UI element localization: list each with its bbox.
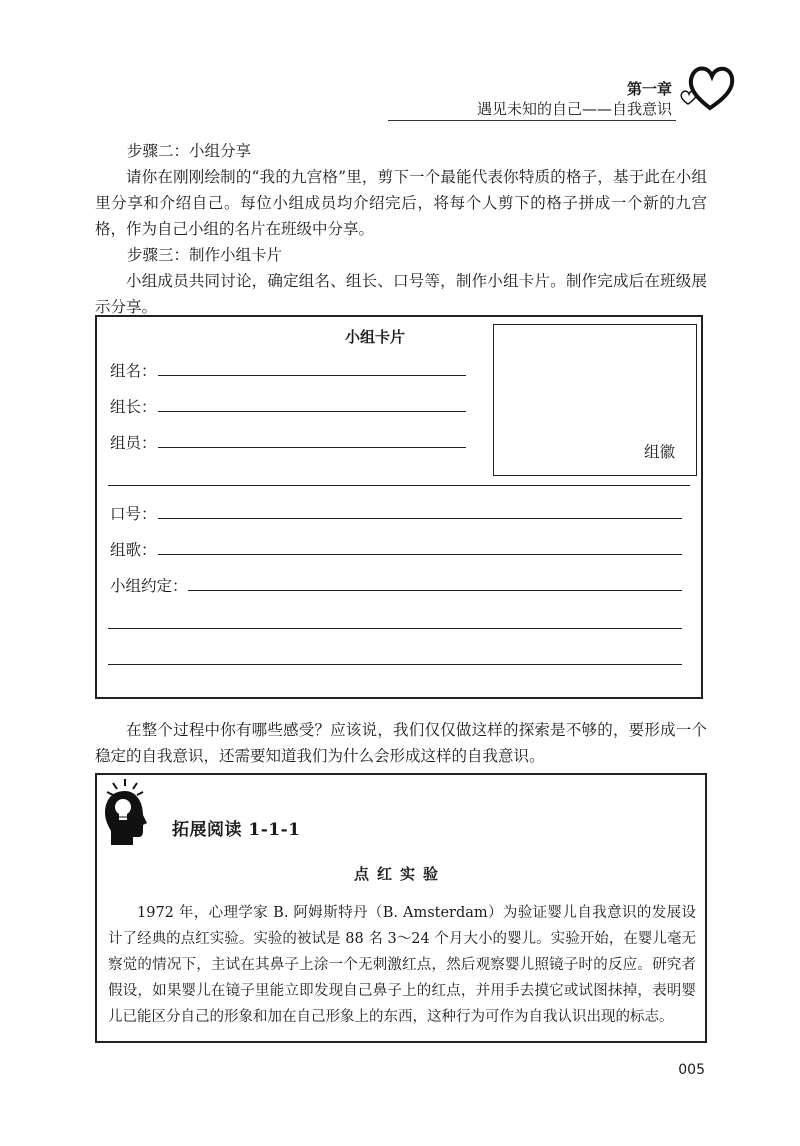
group-leader-label: 组长： [110, 398, 157, 416]
group-rules-label: 小组约定： [110, 577, 188, 595]
step2-text: 请你在刚刚绘制的“我的九宫格”里，剪下一个最能代表你特质的格子，基于此在小组里分享和介绍自己。每位小组成员均介绍完后，将每个人剪下的格子拼成一个新的九宫格，作为自己小组的名片在班级中分享。 [95, 168, 707, 238]
group-name-label: 组名： [110, 362, 157, 380]
emblem-label: 组徽 [644, 443, 676, 461]
group-card-title: 小组卡片 [344, 328, 405, 346]
extended-reading-title: 点红实验 [353, 865, 446, 883]
reflection-text: 在整个过程中你有哪些感受？应该说，我们仅仅做这样的探索是不够的，要形成一个稳定的自我意识，还需要知道我们为什么会形成这样的自我意识。 [95, 721, 707, 765]
slogan-line [158, 518, 682, 519]
extended-reading-body: 1972 年，心理学家 B. 阿姆斯特丹（B. Amsterdam）为验证婴儿自我意识的发展设计了经典的点红实验。实验的被试是 88 名 3～24 个月大小的婴儿。实验开始，在婴儿毫无察觉的情况下，主试在其鼻子上涂一个无刺激红点，然后观察婴儿照镜子时的反应。研究者假设，如果婴儿在镜子里能立即发现自己鼻子上的红点，并用手去摸它或试图抹掉，表明婴儿已能区分自己的形象和加在自己形象上的东西，这种行为可作为自我认识出现的标志。 [108, 905, 696, 1025]
group-leader-line [158, 411, 466, 412]
blank-line-1 [108, 628, 682, 629]
group-members-line [158, 447, 466, 448]
blank-line-2 [108, 664, 682, 665]
group-members-label: 组员： [110, 434, 157, 452]
chapter-title: 遇见未知的自己——自我意识 [476, 100, 672, 118]
group-rules-line [188, 590, 682, 591]
step2-title: 步骤二：小组分享 [127, 142, 252, 160]
chapter-label: 第一章 [626, 80, 672, 98]
slogan-label: 口号： [110, 505, 157, 523]
step3-text: 小组成员共同讨论，确定组名、组长、口号等，制作小组卡片。制作完成后在班级展示分享。 [95, 272, 707, 316]
step3-title: 步骤三：制作小组卡片 [127, 246, 283, 264]
header-rule [388, 120, 676, 121]
group-song-label: 组歌： [110, 541, 157, 559]
group-song-line [158, 554, 682, 555]
card-divider [108, 485, 690, 486]
page-number: 005 [678, 1062, 705, 1078]
hearts-decoration-icon [676, 58, 736, 114]
head-lightbulb-icon [103, 777, 153, 847]
group-name-line [158, 375, 466, 376]
extended-reading-heading: 拓展阅读 1-1-1 [172, 820, 301, 840]
